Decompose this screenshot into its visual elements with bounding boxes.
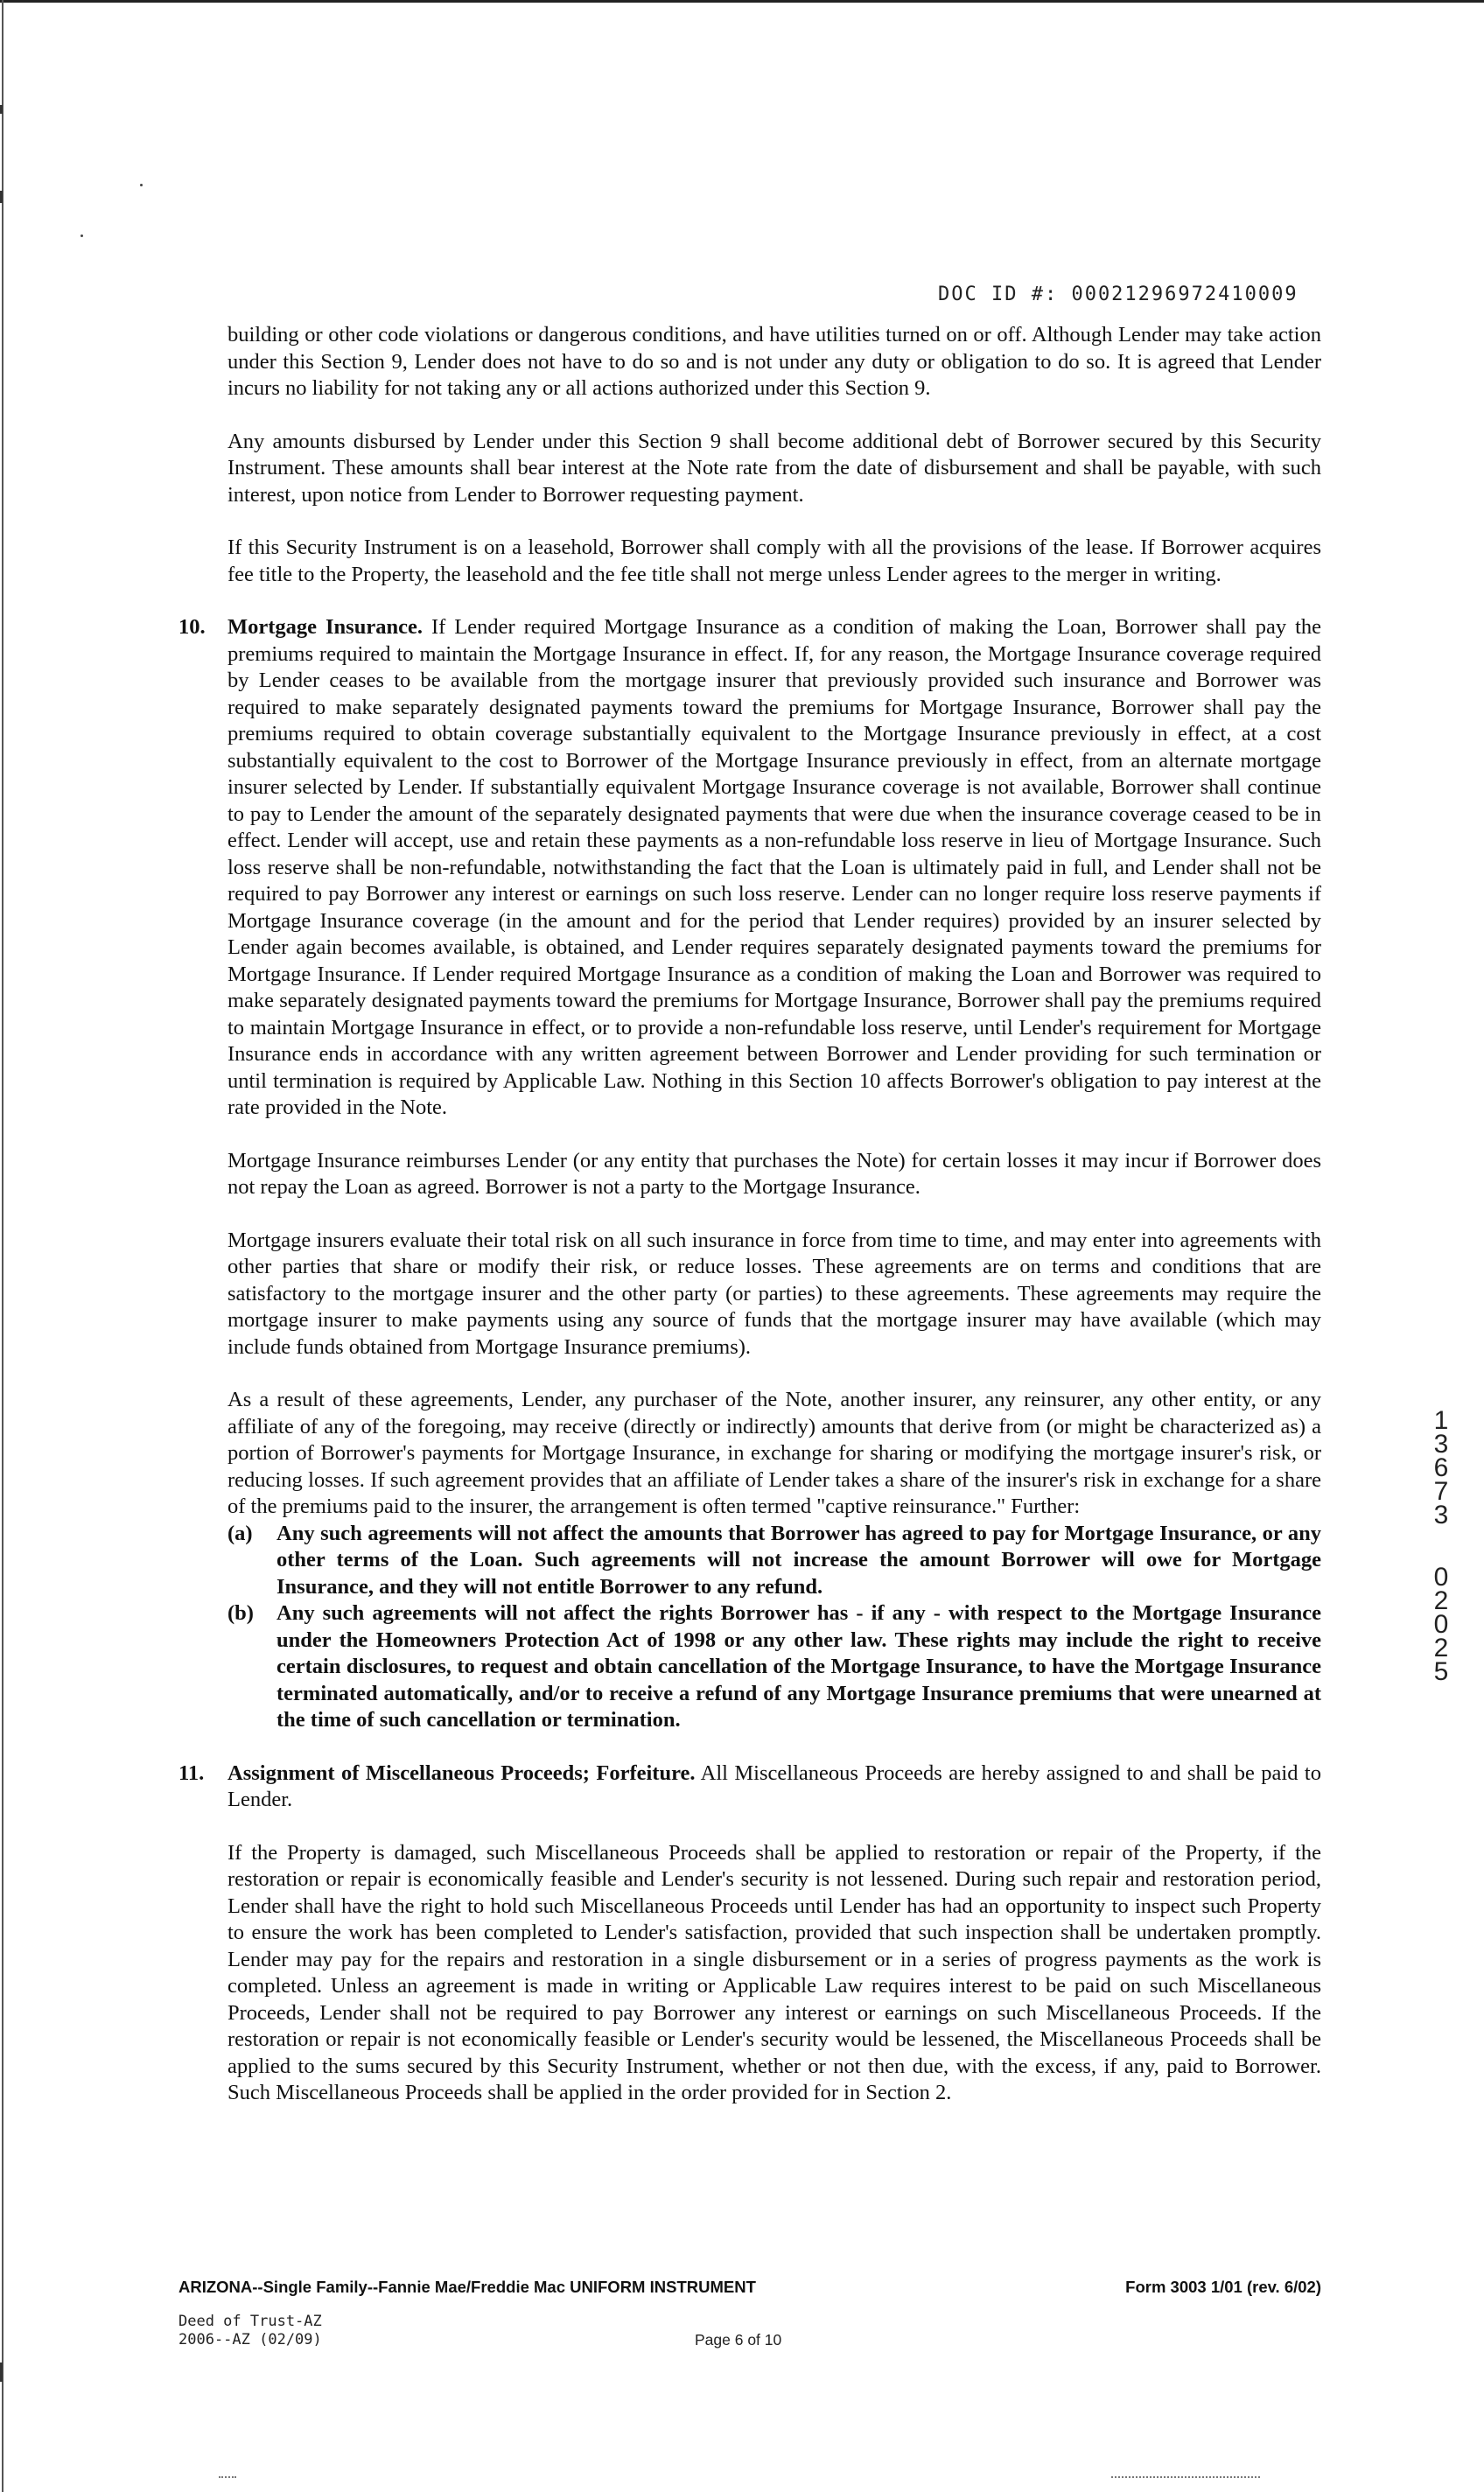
paragraph: If the Property is damaged, such Miscellaneous Proceeds shall be applied to restoration or repair of the Property, if the restoration or repair is economically feasible and Lender's security is not lessened. During such repair and restoration period, Lender shall have the right to hold such Miscellaneous Proceeds until Lender has had an opportunity to inspect such Property to ensure the work has been completed to Lender's satisfaction, provided that such inspection shall be undertaken promptly. Lender may pay for the repairs and restoration in a single disbursement or in a series of progress payments as the work is completed. Unless an agreement is made in writing or Applicable Law requires interest to be paid on such Miscellaneous Proceeds, Lender shall not be required to pay Borrower any interest or earnings on such Miscellaneous Proceeds. If the restoration or repair is not economically feasible or Lender's security would be lessened, the Miscellaneous Proceeds shall be applied to the sums secured by this Security Instrument, whether or not then due, with the excess, if any, paid to Borrower. Such Miscellaneous Proceeds shall be applied in the order provided for in Section 2. [228,1840,1321,2104]
list-item [228,1600,1321,1734]
form-code: 2006--AZ (02/09) [178,2331,322,2348]
section-number: 10. [178,615,206,639]
list-item-label: (a) [228,1521,253,1545]
form-title: ARIZONA--Single Family--Fannie Mae/Freddie Mac UNIFORM INSTRUMENT [178,2278,756,2296]
section-11 [178,1760,1321,1814]
margin-digit: 6 [1433,1453,1449,1482]
scan-top-border [0,0,1484,3]
section-10 [178,614,1321,1122]
section-text: All Miscellaneous Proceeds are hereby assigned to and shall be paid to Lender. [228,1760,1321,1811]
scan-dotted-mark [219,2476,236,2480]
paragraph: building or other code violations or dangerous conditions, and have utilities turned on or off. Although Lender may take action under this Section 9, Lender does not have to do so and is not under any duty or obligation to do so. It is agreed that Lender incurs no liability for not taking any or all actions authorized under this Section 9. [228,323,1321,400]
margin-digit: 2 [1433,1586,1449,1615]
page-number: Page 6 of 10 [695,2331,782,2348]
margin-digit: 0 [1433,1610,1449,1639]
section-title: Mortgage Insurance. [228,615,423,639]
list-item-text: Any such agreements will not affect the amounts that Borrower has agreed to pay for Mortgage Insurance, or any other terms of the Loan. Such agreements will not increase the amount Borrower will owe for Mortgage Insurance, and they will not entitle Borrower to any refund. [276,1521,1321,1599]
margin-stamp-code [1428,1406,1454,1686]
list-item-label: (b) [228,1601,254,1625]
doc-type: Deed of Trust-AZ [178,2313,322,2330]
section-title: Assignment of Miscellaneous Proceeds; Forfeiture. [228,1760,696,1785]
margin-digit: 3 [1433,1501,1449,1530]
section-number: 11. [178,1760,205,1785]
margin-digit: 1 [1433,1406,1449,1435]
scan-speck [140,184,143,186]
document-body [178,322,1321,2133]
paragraph: Mortgage Insurance reimburses Lender (or any entity that purchases the Note) for certain losses it may incur if Borrower does not repay the Loan as agreed. Borrower is not a party to the Mortgage Insurance. [228,1148,1321,1199]
scan-edge-mark [0,105,3,114]
list-item [228,1521,1321,1601]
margin-digit: 0 [1433,1563,1449,1592]
paragraph: Any amounts disbursed by Lender under this Section 9 shall become additional debt of Borrower secured by this Security Instrument. These amounts shall bear interest at the Note rate from the date of disbursement and shall be payable, with such interest, upon notice from Lender to Borrower requesting payment. [228,429,1321,507]
section-text: If Lender required Mortgage Insurance as a condition of making the Loan, Borrower shall pay the premiums required to maintain the Mortgage Insurance in effect. If, for any reason, the Mortgage Insurance coverage required by Lender ceases to be available from the mortgage insurer that previously provided such insurance and Borrower was required to make separately designated payments toward the premiums for Mortgage Insurance, Borrower shall pay the premiums required to obtain coverage substantially equivalent to the Mortgage Insurance previously in effect, at a cost substantially equivalent to the cost to Borrower of the Mortgage Insurance previously in effect, from an alternate mortgage insurer selected by Lender. If substantially equivalent Mortgage Insurance coverage is not available, Borrower shall continue to pay to Lender the amount of the separately designated payments that were due when the insurance coverage ceased to be in effect. Lender will accept, use and retain these payments as a non-refundable loss reserve in lieu of Mortgage Insurance. Such loss reserve shall be non-refundable, notwithstanding the fact that the Loan is ultimately paid in full, and Lender shall not be required to pay Borrower any interest or earnings on such loss reserve. Lender can no longer require loss reserve payments if Mortgage Insurance coverage (in the amount and for the period that Lender requires) provided by an insurer selected by Lender again becomes available, is obtained, and Lender requires separately designated payments toward the premiums for Mortgage Insurance. If Lender required Mortgage Insurance as a condition of making the Loan and Borrower was required to make separately designated payments toward the premiums for Mortgage Insurance, Borrower shall pay the premiums required to maintain Mortgage Insurance in effect, or to provide a non-refundable loss reserve, until Lender's requirement for Mortgage Insurance ends in accordance with any written agreement between Borrower and Lender providing for such termination or until termination is required by Applicable Law. Nothing in this Section 10 affects Borrower's obligation to pay interest at the rate provided in the Note. [228,615,1322,1119]
margin-digit: 3 [1433,1430,1449,1459]
margin-digit: 5 [1433,1657,1449,1686]
paragraph: If this Security Instrument is on a leasehold, Borrower shall comply with all the provisions of the lease. If Borrower acquires fee title to the Property, the leasehold and the fee title shall not merge unless Lender agrees to the merger in writing. [228,536,1321,586]
scan-speck [80,234,83,237]
scan-edge-mark [0,2362,3,2382]
page-footer [178,2278,1321,2349]
margin-digit: 2 [1433,1634,1449,1662]
scan-left-border [2,0,4,2492]
form-number: Form 3003 1/01 (rev. 6/02) [1125,2278,1321,2296]
scan-edge-mark [0,191,3,203]
list-item-text: Any such agreements will not affect the rights Borrower has - if any - with respect to the Mortgage Insurance under the Homeowners Protection Act of 1998 or any other law. These rights may include the right to receive certain disclosures, to request and obtain cancellation of the Mortgage Insurance, to have the Mortgage Insurance terminated automatically, and/or to receive a refund of any Mortgage Insurance premiums that were unearned at the time of such cancellation or termination. [276,1601,1321,1732]
margin-digit: 7 [1433,1477,1449,1506]
paragraph: Mortgage insurers evaluate their total risk on all such insurance in force from time to time, and may enter into agreements with other parties that share or modify their risk, or reduce losses. These agreements are on terms and conditions that are satisfactory to the mortgage insurer and the other party (or parties) to these agreements. These agreements may require the mortgage insurer to make payments using any source of funds that the mortgage insurer may have available (which may include funds obtained from Mortgage Insurance premiums). [228,1228,1321,1359]
doc-id: DOC ID #: 00021296972410009 [938,284,1298,305]
scan-dotted-mark [1111,2476,1260,2480]
paragraph: As a result of these agreements, Lender, any purchaser of the Note, another insurer, any reinsurer, any other entity, or any affiliate of any of the foregoing, may receive (directly or indirectly) amounts that derive from (or might be characterized as) a portion of Borrower's payments for Mortgage Insurance, in exchange for sharing or modifying the mortgage insurer's risk, or reducing losses. If such agreement provides that an affiliate of Lender takes a share of the insurer's risk in exchange for a share of the premiums paid to the insurer, the arrangement is often termed "captive reinsurance." Further: [228,1388,1321,1518]
sub-list [228,1521,1321,1734]
